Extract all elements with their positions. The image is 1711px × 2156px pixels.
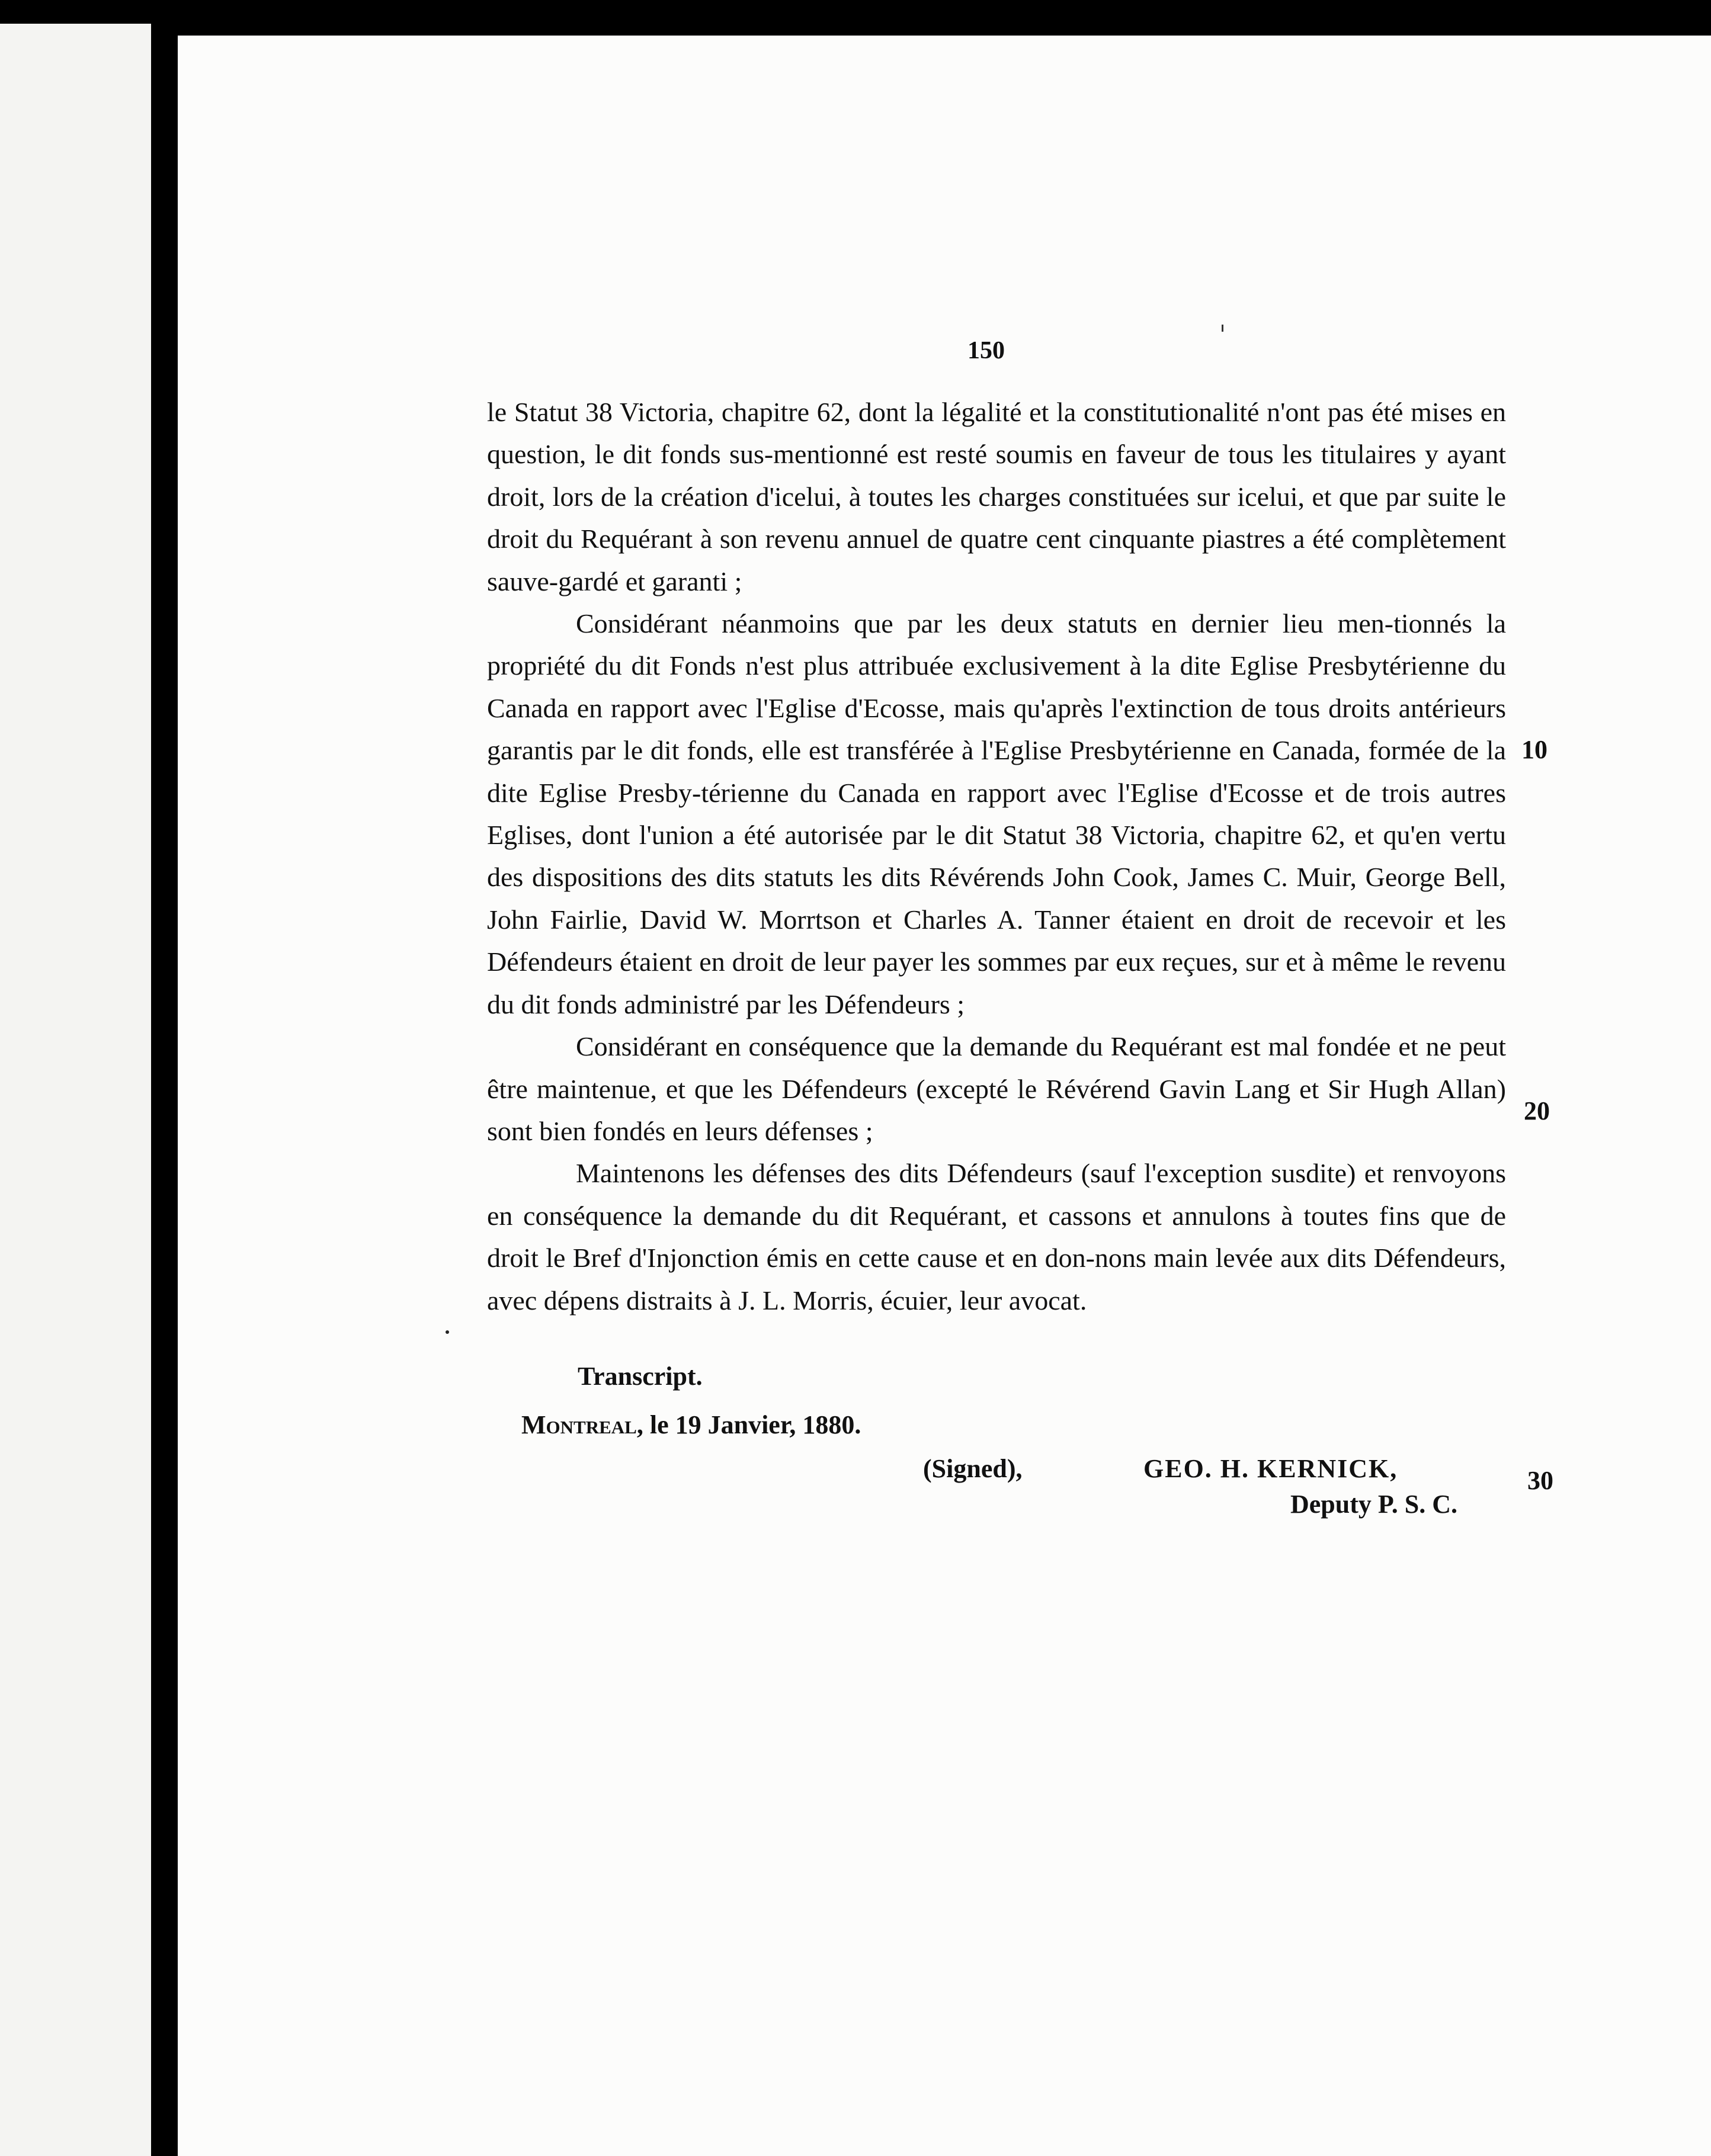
facing-page-edge <box>0 24 151 2156</box>
signed-label: (Signed), <box>923 1454 1023 1483</box>
date-text: le 19 Janvier, 1880. <box>649 1410 861 1439</box>
paragraph-1: le Statut 38 Victoria, chapitre 62, dont la légalité et la constitutionalité n'ont pas été mises en question, le dit fonds sus-mentionné est resté soumis en faveur de tous les titulaires y ayant droit, lors de la création d'icelui, à toutes les charges constituées sur icelui, et que par suite le droit du Requérant à son revenu annuel de quatre cent cinquante piastres a été complètement sauve-gardé et garanti ; <box>487 397 1506 596</box>
paragraph-3: Considérant en conséquence que la demande du Requérant est mal fondée et ne peut être maintenue, et que les Défendeurs (excepté le Révérend Gavin Lang et Sir Hugh Allan) sont bien fondés en leurs défenses ; <box>487 1031 1506 1146</box>
signer-title: Deputy P. S. C. <box>1290 1490 1457 1519</box>
margin-line-number-30: 30 <box>1527 1466 1553 1495</box>
paragraph-2: Considérant néanmoins que par les deux statuts en dernier lieu men-tionnés la propriété du dit Fonds n'est plus attribuée exclusivement à la dite Eglise Presbytérienne du Canada en rapport avec l'Eglise d'Ecosse, mais qu'après l'extinction de tous droits antérieurs garantis par le dit fonds, elle est transférée à l'Eglise Presbytérienne en Canada, formée de la dite Eglise Presby-térienne du Canada en rapport avec l'Eglise d'Ecosse et de trois autres Eglises, dont l'union a été autorisée par le dit Statut 38 Victoria, chapitre 62, et qu'en vertu des dispositions des dits statuts les dits Révérends John Cook, James C. Muir, George Bell, John Fairlie, David W. Morrtson et Charles A. Tanner étaient en droit de recevoir et les Défendeurs étaient en droit de leur payer les sommes par eux reçues, sur et à même le revenu du dit fonds administré par les Défendeurs ; <box>487 608 1506 1019</box>
signer-name: GEO. H. KERNICK, <box>1143 1454 1398 1483</box>
place-name: Montreal, <box>521 1410 643 1439</box>
scan-speck <box>1222 325 1223 332</box>
paragraph-4: Maintenons les défenses des dits Défendeurs (sauf l'exception susdite) et renvoyons en conséquence la demande du dit Requérant, et cassons et annulons à toutes fins que de droit le Bref d'Injonction émis en cette cause et en don-nons main levée aux dits Défendeurs, avec dépens distraits à J. L. Morris, écuier, leur avocat. <box>487 1158 1506 1316</box>
document-body <box>487 391 1506 1321</box>
place-date-line <box>521 1410 861 1440</box>
page-number: 150 <box>967 337 1005 364</box>
margin-dot-mark <box>446 1330 449 1334</box>
margin-line-number-20: 20 <box>1524 1096 1550 1125</box>
transcript-label: Transcript. <box>578 1362 703 1391</box>
margin-line-number-10: 10 <box>1521 735 1547 764</box>
